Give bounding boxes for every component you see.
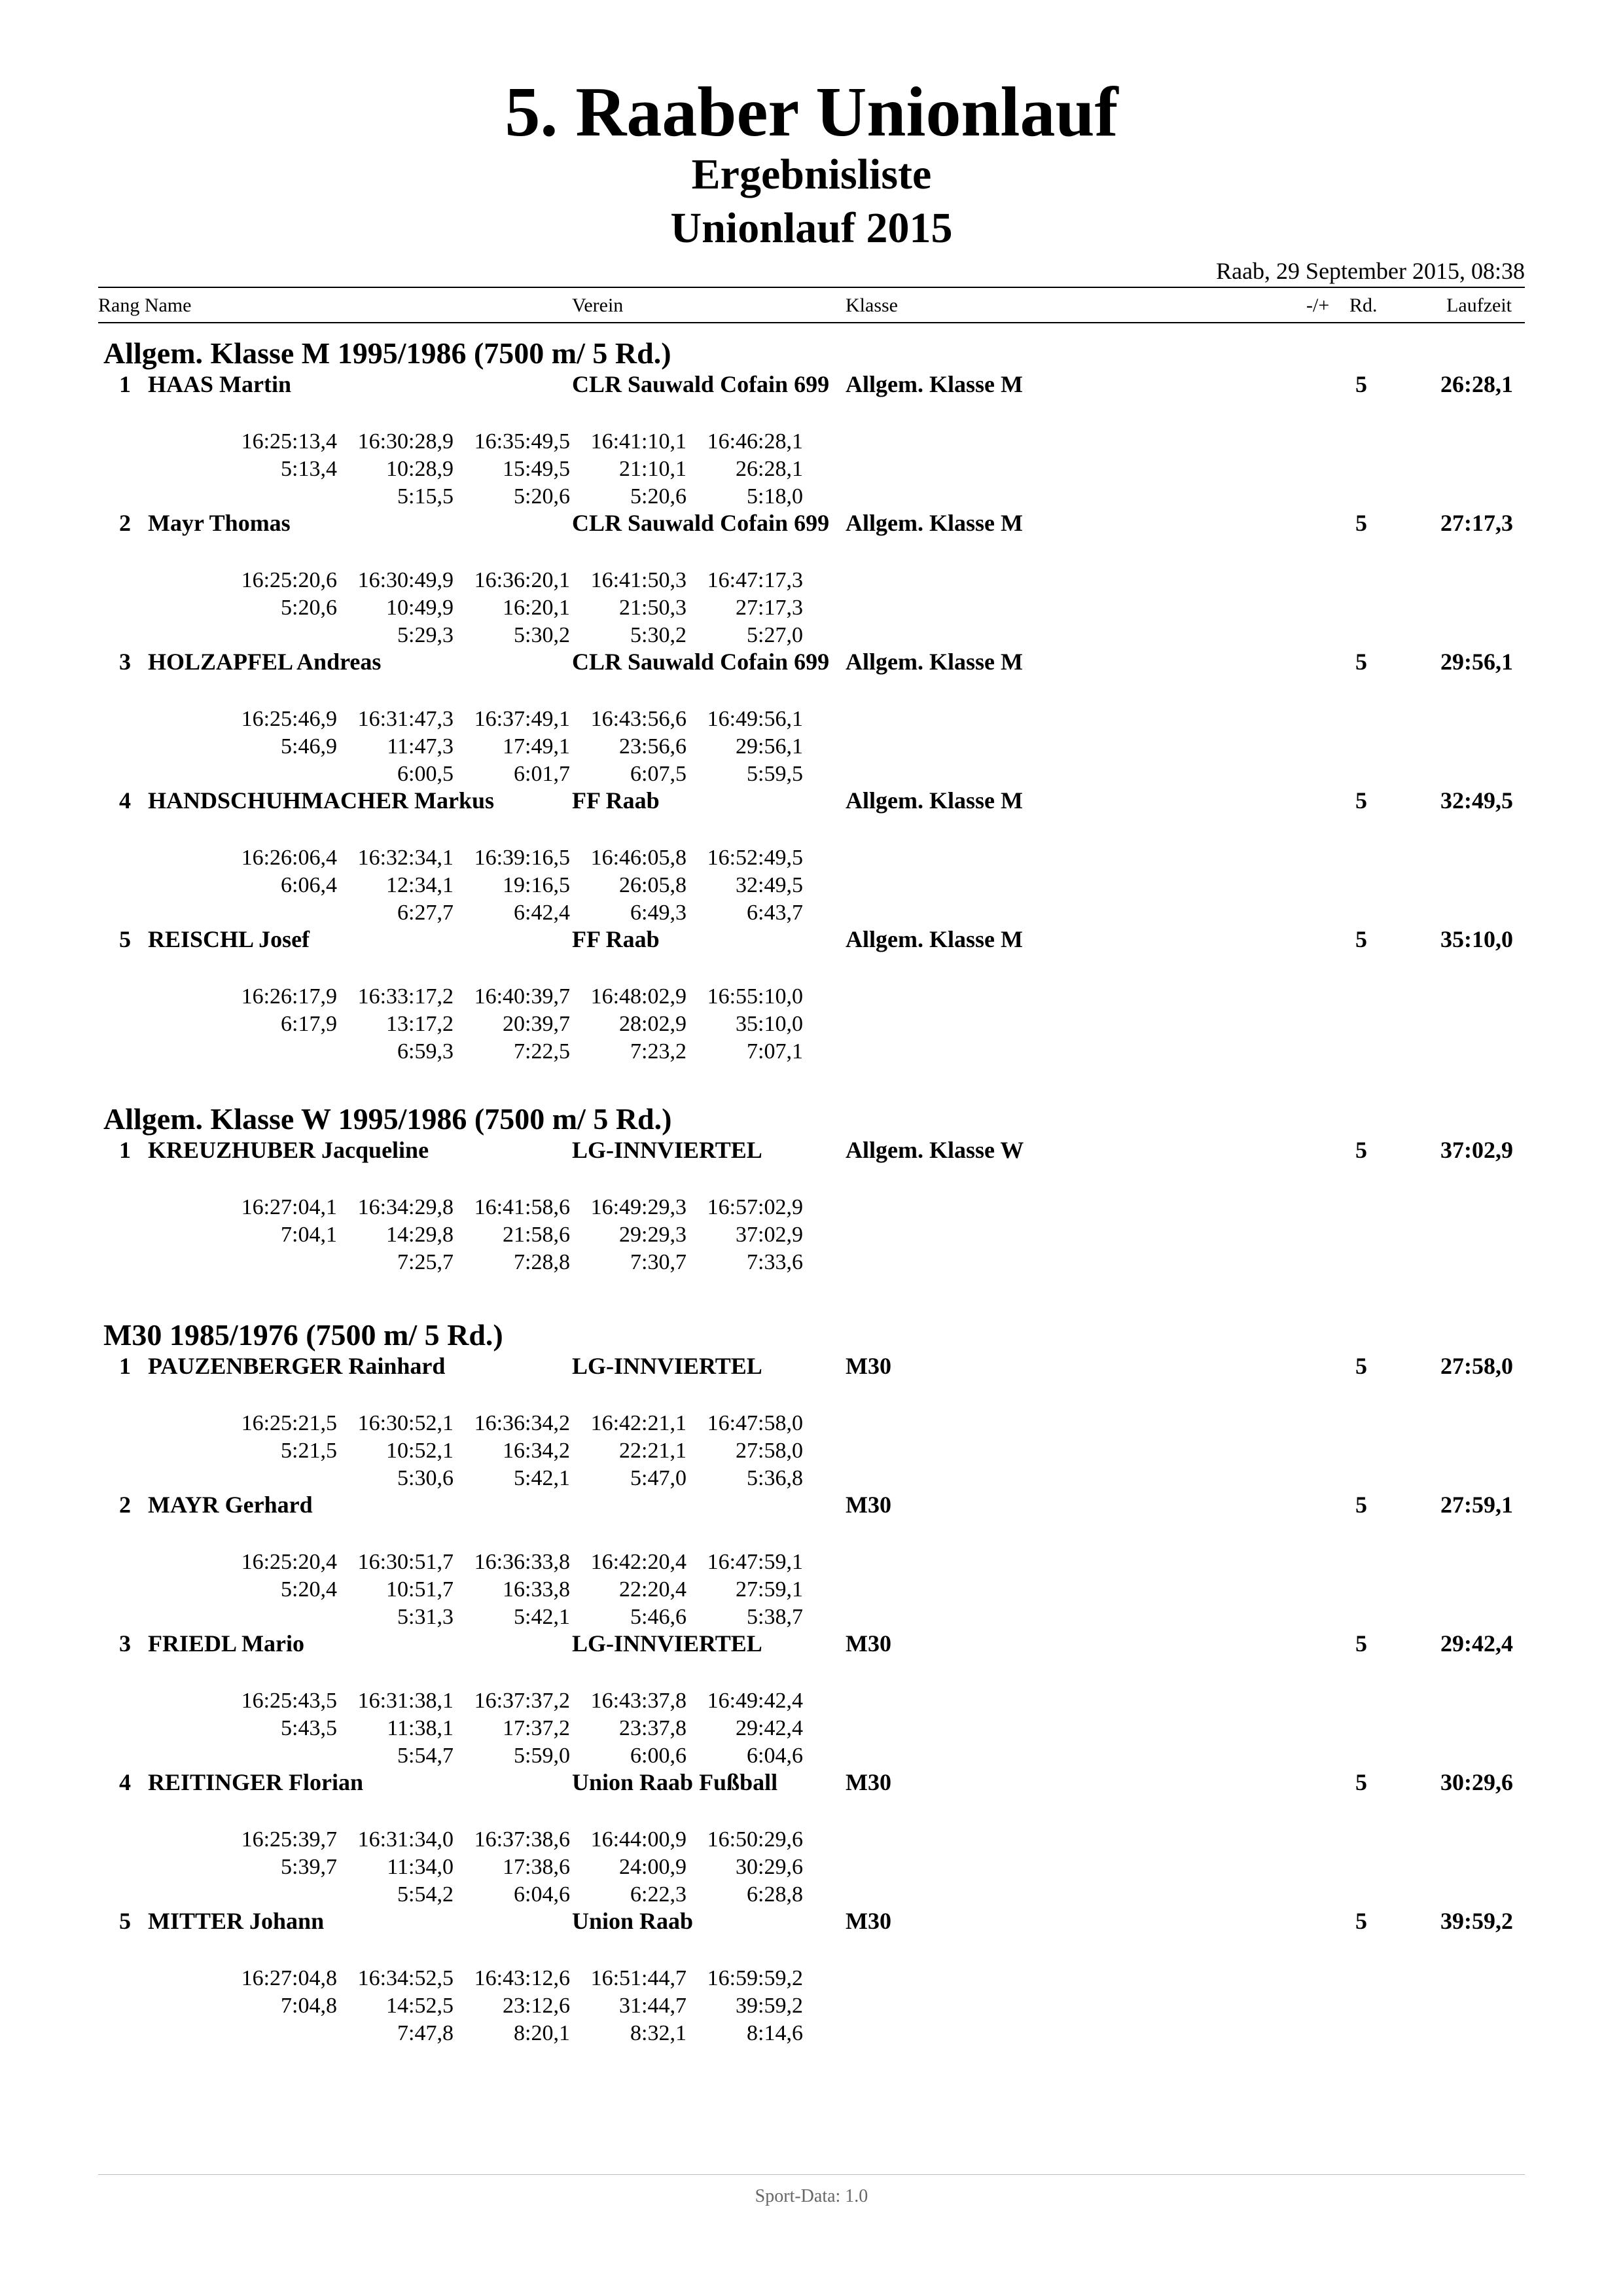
- split-value: 16:51:44,7: [590, 1966, 687, 1990]
- split-clock-times: [0, 1194, 1623, 1223]
- split-value: 31:44,7: [619, 1994, 687, 2018]
- section-title: Allgem. Klasse W 1995/1986 (7500 m/ 5 Rd.): [103, 1102, 672, 1136]
- split-value: 23:37,8: [619, 1716, 687, 1740]
- rank: 4: [119, 787, 131, 814]
- athlete-club: LG-INNVIERTEL: [572, 1353, 762, 1379]
- split-value: 16:43:37,8: [590, 1689, 687, 1713]
- split-value: 16:59:59,2: [707, 1966, 803, 1990]
- finish-time: 27:59,1: [1440, 1492, 1513, 1518]
- rank: 5: [119, 1908, 131, 1934]
- rank: 1: [119, 1137, 131, 1163]
- split-value: 21:50,3: [619, 596, 687, 620]
- athlete-club: LG-INNVIERTEL: [572, 1630, 762, 1657]
- split-value: 5:42,1: [514, 1605, 570, 1629]
- footer-text: Sport-Data: 1.0: [755, 2186, 868, 2206]
- athlete-club: FF Raab: [572, 926, 660, 952]
- split-value: 16:33,8: [503, 1577, 570, 1602]
- split-value: 28:02,9: [619, 1012, 687, 1036]
- rank: 2: [119, 1492, 131, 1518]
- split-value: 10:28,9: [386, 457, 454, 481]
- split-value: 6:06,4: [281, 873, 337, 897]
- rank: 1: [119, 1353, 131, 1379]
- split-value: 16:31:38,1: [357, 1689, 454, 1713]
- split-value: 23:56,6: [619, 734, 687, 759]
- split-value: 16:25:20,4: [241, 1550, 337, 1574]
- finish-time: 26:28,1: [1440, 371, 1513, 397]
- split-cumulative-times: [0, 1715, 1623, 1744]
- split-value: 6:07,5: [630, 762, 687, 786]
- athlete-name: KREUZHUBER Jacqueline: [148, 1137, 429, 1163]
- result-row: [0, 369, 1623, 408]
- split-value: 16:27:04,8: [241, 1966, 337, 1990]
- split-value: 11:47,3: [387, 734, 454, 759]
- split-value: 12:34,1: [386, 873, 454, 897]
- laps-count: 5: [1355, 787, 1367, 814]
- laps-count: 5: [1355, 371, 1367, 397]
- finish-time: 27:58,0: [1440, 1353, 1513, 1379]
- split-value: 5:21,5: [281, 1439, 337, 1463]
- athlete-klasse: M30: [846, 1906, 891, 1936]
- split-value: 16:52:49,5: [707, 846, 803, 870]
- split-value: 30:29,6: [736, 1855, 803, 1879]
- split-value: 5:54,7: [397, 1744, 454, 1768]
- section-title: M30 1985/1976 (7500 m/ 5 Rd.): [103, 1318, 503, 1352]
- split-value: 5:27,0: [747, 623, 803, 647]
- rank: 5: [119, 926, 131, 952]
- split-value: 5:20,6: [281, 596, 337, 620]
- split-value: 19:16,5: [503, 873, 570, 897]
- finish-time: 37:02,9: [1440, 1137, 1513, 1163]
- split-value: 16:30:51,7: [357, 1550, 454, 1574]
- split-value: 16:42:21,1: [590, 1411, 687, 1435]
- split-value: 7:33,6: [747, 1250, 803, 1274]
- athlete-klasse: Allgem. Klasse M: [846, 508, 1023, 538]
- split-value: 16:25:46,9: [241, 707, 337, 731]
- split-value: 16:39:16,5: [474, 846, 570, 870]
- split-value: 6:22,3: [630, 1882, 687, 1907]
- split-value: 5:20,4: [281, 1577, 337, 1602]
- athlete-name: HAAS Martin: [148, 371, 291, 397]
- split-value: 6:28,8: [747, 1882, 803, 1907]
- split-value: 39:59,2: [736, 1994, 803, 2018]
- athlete-name: HANDSCHUHMACHER Markus: [148, 787, 495, 814]
- split-value: 5:46,6: [630, 1605, 687, 1629]
- split-clock-times: [0, 983, 1623, 1012]
- split-value: 7:23,2: [630, 1039, 687, 1064]
- split-value: 5:59,5: [747, 762, 803, 786]
- split-value: 6:04,6: [747, 1744, 803, 1768]
- result-row: [0, 1135, 1623, 1174]
- split-value: 16:46:28,1: [707, 429, 803, 454]
- split-value: 5:42,1: [514, 1466, 570, 1490]
- split-value: 16:36:34,2: [474, 1411, 570, 1435]
- split-cumulative-times: [0, 456, 1623, 484]
- split-value: 16:43:56,6: [590, 707, 687, 731]
- split-cumulative-times: [0, 1576, 1623, 1605]
- result-row: [0, 508, 1623, 547]
- split-value: 21:58,6: [503, 1223, 570, 1247]
- split-value: 26:05,8: [619, 873, 687, 897]
- split-value: 16:30:49,9: [357, 568, 454, 592]
- split-value: 6:27,7: [397, 901, 454, 925]
- split-value: 7:28,8: [514, 1250, 570, 1274]
- split-value: 15:49,5: [503, 457, 570, 481]
- split-value: 8:20,1: [514, 2021, 570, 2045]
- athlete-name: Mayr Thomas: [148, 510, 291, 536]
- split-value: 5:29,3: [397, 623, 454, 647]
- split-value: 17:49,1: [503, 734, 570, 759]
- split-value: 16:25:13,4: [241, 429, 337, 454]
- split-value: 13:17,2: [386, 1012, 454, 1036]
- result-row: [0, 1906, 1623, 1945]
- laps-count: 5: [1355, 649, 1367, 675]
- athlete-name: REITINGER Florian: [148, 1769, 364, 1795]
- finish-time: 29:42,4: [1440, 1630, 1513, 1657]
- split-value: 16:34:29,8: [357, 1195, 454, 1219]
- split-value: 16:32:34,1: [357, 846, 454, 870]
- athlete-klasse: Allgem. Klasse M: [846, 369, 1023, 399]
- split-value: 16:41:10,1: [590, 429, 687, 454]
- split-cumulative-times: [0, 1221, 1623, 1250]
- split-value: 16:25:21,5: [241, 1411, 337, 1435]
- split-lap-times: [0, 1038, 1623, 1067]
- split-value: 35:10,0: [736, 1012, 803, 1036]
- split-value: 5:30,2: [514, 623, 570, 647]
- split-value: 16:50:29,6: [707, 1827, 803, 1852]
- column-header-rang-name: Rang Name: [98, 295, 192, 316]
- rank: 3: [119, 1630, 131, 1657]
- split-value: 16:42:20,4: [590, 1550, 687, 1574]
- split-value: 22:20,4: [619, 1577, 687, 1602]
- split-value: 16:57:02,9: [707, 1195, 803, 1219]
- section-title: Allgem. Klasse M 1995/1986 (7500 m/ 5 Rd.): [103, 336, 671, 370]
- split-lap-times: [0, 1249, 1623, 1278]
- split-value: 6:00,5: [397, 762, 454, 786]
- athlete-name: MITTER Johann: [148, 1908, 325, 1934]
- split-clock-times: [0, 1965, 1623, 1994]
- split-value: 10:52,1: [386, 1439, 454, 1463]
- split-value: 7:25,7: [397, 1250, 454, 1274]
- split-value: 16:37:38,6: [474, 1827, 570, 1852]
- athlete-name: PAUZENBERGER Rainhard: [148, 1353, 446, 1379]
- split-value: 23:12,6: [503, 1994, 570, 2018]
- athlete-klasse: Allgem. Klasse M: [846, 647, 1023, 677]
- split-value: 5:18,0: [747, 484, 803, 509]
- split-value: 6:59,3: [397, 1039, 454, 1064]
- laps-count: 5: [1355, 1630, 1367, 1657]
- rank: 1: [119, 371, 131, 397]
- laps-count: 5: [1355, 1492, 1367, 1518]
- split-value: 16:20,1: [503, 596, 570, 620]
- split-value: 16:47:58,0: [707, 1411, 803, 1435]
- split-value: 16:46:05,8: [590, 846, 687, 870]
- athlete-klasse: M30: [846, 1767, 891, 1797]
- column-header-laufzeit: Laufzeit: [1446, 295, 1512, 316]
- split-cumulative-times: [0, 1992, 1623, 2021]
- athlete-klasse: Allgem. Klasse M: [846, 785, 1023, 816]
- athlete-klasse: M30: [846, 1490, 891, 1520]
- header-bottom-rule: [98, 322, 1525, 323]
- split-value: 5:20,6: [514, 484, 570, 509]
- split-value: 17:38,6: [503, 1855, 570, 1879]
- rank: 2: [119, 510, 131, 536]
- rank: 4: [119, 1769, 131, 1795]
- split-value: 16:30:52,1: [357, 1411, 454, 1435]
- split-value: 16:27:04,1: [241, 1195, 337, 1219]
- split-value: 5:15,5: [397, 484, 454, 509]
- split-value: 24:00,9: [619, 1855, 687, 1879]
- split-clock-times: [0, 567, 1623, 596]
- split-value: 6:01,7: [514, 762, 570, 786]
- split-value: 16:26:17,9: [241, 984, 337, 1009]
- result-row: [0, 647, 1623, 686]
- athlete-club: CLR Sauwald Cofain 699: [572, 510, 830, 536]
- split-value: 7:07,1: [747, 1039, 803, 1064]
- split-value: 7:04,8: [281, 1994, 337, 2018]
- split-value: 7:22,5: [514, 1039, 570, 1064]
- split-lap-times: [0, 2020, 1623, 2049]
- split-value: 5:13,4: [281, 457, 337, 481]
- split-value: 16:30:28,9: [357, 429, 454, 454]
- athlete-name: FRIEDL Mario: [148, 1630, 304, 1657]
- split-value: 16:37:37,2: [474, 1689, 570, 1713]
- split-value: 16:26:06,4: [241, 846, 337, 870]
- athlete-klasse: M30: [846, 1351, 891, 1381]
- event-title: Unionlauf 2015: [670, 204, 953, 252]
- split-value: 8:14,6: [747, 2021, 803, 2045]
- column-header-klasse: Klasse: [846, 295, 898, 316]
- finish-time: 39:59,2: [1440, 1908, 1513, 1934]
- split-value: 7:30,7: [630, 1250, 687, 1274]
- athlete-club: FF Raab: [572, 787, 660, 814]
- split-value: 16:25:43,5: [241, 1689, 337, 1713]
- split-value: 37:02,9: [736, 1223, 803, 1247]
- split-value: 16:47:17,3: [707, 568, 803, 592]
- split-value: 16:37:49,1: [474, 707, 570, 731]
- athlete-name: MAYR Gerhard: [148, 1492, 313, 1518]
- split-clock-times: [0, 706, 1623, 734]
- result-row: [0, 785, 1623, 825]
- column-header-verein: Verein: [572, 295, 624, 316]
- athlete-klasse: Allgem. Klasse W: [846, 1135, 1024, 1165]
- split-value: 16:31:34,0: [357, 1827, 454, 1852]
- split-value: 16:49:56,1: [707, 707, 803, 731]
- athlete-club: Union Raab Fußball: [572, 1769, 778, 1795]
- split-value: 16:48:02,9: [590, 984, 687, 1009]
- split-value: 5:43,5: [281, 1716, 337, 1740]
- finish-time: 35:10,0: [1440, 926, 1513, 952]
- split-value: 27:17,3: [736, 596, 803, 620]
- split-value: 17:37,2: [503, 1716, 570, 1740]
- split-value: 5:30,6: [397, 1466, 454, 1490]
- split-value: 21:10,1: [619, 457, 687, 481]
- athlete-club: Union Raab: [572, 1908, 694, 1934]
- split-value: 16:31:47,3: [357, 707, 454, 731]
- split-value: 5:20,6: [630, 484, 687, 509]
- column-header-rd: Rd.: [1349, 295, 1378, 316]
- split-clock-times: [0, 1687, 1623, 1716]
- split-value: 7:04,1: [281, 1223, 337, 1247]
- dateline: Raab, 29 September 2015, 08:38: [1216, 258, 1525, 284]
- split-cumulative-times: [0, 872, 1623, 901]
- laps-count: 5: [1355, 926, 1367, 952]
- split-value: 5:46,9: [281, 734, 337, 759]
- page-title: 5. Raaber Unionlauf: [505, 73, 1118, 151]
- header-top-rule: [98, 287, 1525, 288]
- split-value: 5:59,0: [514, 1744, 570, 1768]
- split-value: 27:58,0: [736, 1439, 803, 1463]
- split-value: 22:21,1: [619, 1439, 687, 1463]
- athlete-klasse: Allgem. Klasse M: [846, 924, 1023, 954]
- finish-time: 27:17,3: [1440, 510, 1513, 536]
- split-cumulative-times: [0, 594, 1623, 623]
- laps-count: 5: [1355, 1353, 1367, 1379]
- split-value: 5:31,3: [397, 1605, 454, 1629]
- split-value: 16:36:20,1: [474, 568, 570, 592]
- split-value: 5:36,8: [747, 1466, 803, 1490]
- split-value: 29:29,3: [619, 1223, 687, 1247]
- finish-time: 29:56,1: [1440, 649, 1513, 675]
- result-row: [0, 1767, 1623, 1806]
- split-value: 16:36:33,8: [474, 1550, 570, 1574]
- split-cumulative-times: [0, 733, 1623, 762]
- split-value: 16:25:20,6: [241, 568, 337, 592]
- split-value: 11:34,0: [387, 1855, 454, 1879]
- rank: 3: [119, 649, 131, 675]
- split-value: 10:51,7: [386, 1577, 454, 1602]
- split-value: 11:38,1: [387, 1716, 454, 1740]
- finish-time: 32:49,5: [1440, 787, 1513, 814]
- split-clock-times: [0, 844, 1623, 873]
- split-value: 29:56,1: [736, 734, 803, 759]
- split-value: 5:30,2: [630, 623, 687, 647]
- split-value: 5:54,2: [397, 1882, 454, 1907]
- page-subtitle: Ergebnisliste: [691, 151, 932, 198]
- split-value: 14:29,8: [386, 1223, 454, 1247]
- split-value: 16:35:49,5: [474, 429, 570, 454]
- laps-count: 5: [1355, 1908, 1367, 1934]
- footer-rule: [98, 2174, 1525, 2175]
- split-value: 16:43:12,6: [474, 1966, 570, 1990]
- split-value: 16:33:17,2: [357, 984, 454, 1009]
- split-value: 6:17,9: [281, 1012, 337, 1036]
- split-value: 16:41:50,3: [590, 568, 687, 592]
- athlete-club: CLR Sauwald Cofain 699: [572, 649, 830, 675]
- result-row: [0, 1351, 1623, 1390]
- split-cumulative-times: [0, 1011, 1623, 1039]
- split-value: 16:25:39,7: [241, 1827, 337, 1852]
- athlete-club: CLR Sauwald Cofain 699: [572, 371, 830, 397]
- split-cumulative-times: [0, 1854, 1623, 1882]
- split-value: 16:49:42,4: [707, 1689, 803, 1713]
- split-value: 8:32,1: [630, 2021, 687, 2045]
- split-value: 10:49,9: [386, 596, 454, 620]
- laps-count: 5: [1355, 510, 1367, 536]
- split-clock-times: [0, 428, 1623, 457]
- finish-time: 30:29,6: [1440, 1769, 1513, 1795]
- split-value: 29:42,4: [736, 1716, 803, 1740]
- split-value: 6:04,6: [514, 1882, 570, 1907]
- split-value: 6:00,6: [630, 1744, 687, 1768]
- split-value: 6:43,7: [747, 901, 803, 925]
- split-value: 5:39,7: [281, 1855, 337, 1879]
- split-clock-times: [0, 1826, 1623, 1855]
- split-value: 16:34:52,5: [357, 1966, 454, 1990]
- column-header-plusminus: -/+: [1306, 295, 1330, 316]
- split-value: 5:38,7: [747, 1605, 803, 1629]
- split-cumulative-times: [0, 1437, 1623, 1466]
- result-row: [0, 924, 1623, 963]
- split-value: 26:28,1: [736, 457, 803, 481]
- split-value: 16:40:39,7: [474, 984, 570, 1009]
- split-value: 6:49,3: [630, 901, 687, 925]
- result-row: [0, 1490, 1623, 1529]
- split-value: 16:44:00,9: [590, 1827, 687, 1852]
- laps-count: 5: [1355, 1769, 1367, 1795]
- split-value: 16:47:59,1: [707, 1550, 803, 1574]
- split-clock-times: [0, 1549, 1623, 1577]
- split-value: 16:41:58,6: [474, 1195, 570, 1219]
- split-value: 27:59,1: [736, 1577, 803, 1602]
- split-value: 16:34,2: [503, 1439, 570, 1463]
- split-value: 5:47,0: [630, 1466, 687, 1490]
- split-value: 7:47,8: [397, 2021, 454, 2045]
- athlete-klasse: M30: [846, 1628, 891, 1659]
- split-clock-times: [0, 1410, 1623, 1439]
- split-value: 32:49,5: [736, 873, 803, 897]
- split-value: 14:52,5: [386, 1994, 454, 2018]
- split-value: 16:55:10,0: [707, 984, 803, 1009]
- laps-count: 5: [1355, 1137, 1367, 1163]
- athlete-name: REISCHL Josef: [148, 926, 310, 952]
- split-value: 20:39,7: [503, 1012, 570, 1036]
- athlete-name: HOLZAPFEL Andreas: [148, 649, 382, 675]
- split-value: 16:49:29,3: [590, 1195, 687, 1219]
- result-row: [0, 1628, 1623, 1668]
- athlete-club: LG-INNVIERTEL: [572, 1137, 762, 1163]
- split-value: 6:42,4: [514, 901, 570, 925]
